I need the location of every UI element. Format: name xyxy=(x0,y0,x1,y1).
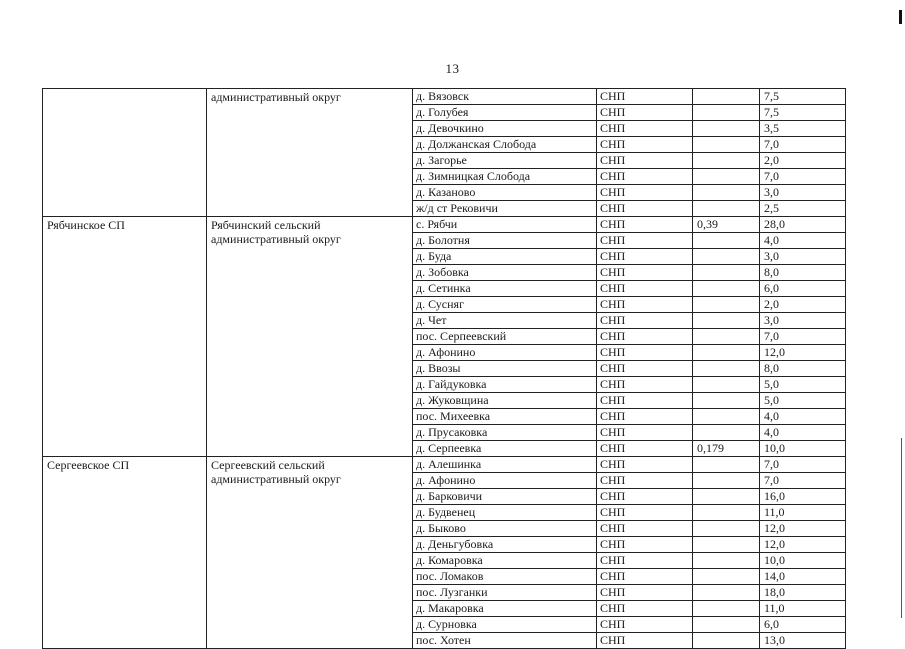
area-cell xyxy=(693,201,760,217)
locality-type-cell: СНП xyxy=(597,185,693,201)
locality-name-cell: д. Сетинка xyxy=(413,281,597,297)
locality-type-cell: СНП xyxy=(597,393,693,409)
locality-type-cell: СНП xyxy=(597,521,693,537)
area-cell xyxy=(693,633,760,649)
locality-name-cell: д. Голубея xyxy=(413,105,597,121)
area-cell xyxy=(693,281,760,297)
locality-type-cell: СНП xyxy=(597,585,693,601)
locality-type-cell: СНП xyxy=(597,505,693,521)
admin-district-cell: Сергеевский сельский административный округ xyxy=(207,457,413,649)
value-cell: 6,0 xyxy=(760,617,846,633)
value-cell: 7,0 xyxy=(760,329,846,345)
locality-type-cell: СНП xyxy=(597,217,693,233)
locality-type-cell: СНП xyxy=(597,473,693,489)
locality-type-cell: СНП xyxy=(597,601,693,617)
locality-name-cell: д. Будвенец xyxy=(413,505,597,521)
locality-type-cell: СНП xyxy=(597,249,693,265)
locality-name-cell: д. Болотня xyxy=(413,233,597,249)
locality-name-cell: пос. Хотен xyxy=(413,633,597,649)
area-cell xyxy=(693,569,760,585)
locality-type-cell: СНП xyxy=(597,361,693,377)
value-cell: 6,0 xyxy=(760,281,846,297)
locality-type-cell: СНП xyxy=(597,441,693,457)
locality-name-cell: д. Загорье xyxy=(413,153,597,169)
locality-name-cell: пос. Лузганки xyxy=(413,585,597,601)
locality-name-cell: д. Алешинка xyxy=(413,457,597,473)
settlement-cell: Рябчинское СП xyxy=(43,217,207,457)
value-cell: 10,0 xyxy=(760,553,846,569)
area-cell xyxy=(693,313,760,329)
value-cell: 12,0 xyxy=(760,521,846,537)
area-cell xyxy=(693,105,760,121)
locality-name-cell: д. Сусняг xyxy=(413,297,597,313)
value-cell: 10,0 xyxy=(760,441,846,457)
value-cell: 12,0 xyxy=(760,345,846,361)
value-cell: 7,0 xyxy=(760,457,846,473)
value-cell: 13,0 xyxy=(760,633,846,649)
locality-type-cell: СНП xyxy=(597,137,693,153)
value-cell: 3,0 xyxy=(760,313,846,329)
locality-type-cell: СНП xyxy=(597,313,693,329)
locality-name-cell: д. Барковичи xyxy=(413,489,597,505)
value-cell: 4,0 xyxy=(760,425,846,441)
value-cell: 5,0 xyxy=(760,377,846,393)
value-cell: 3,5 xyxy=(760,121,846,137)
locality-type-cell: СНП xyxy=(597,105,693,121)
area-cell xyxy=(693,473,760,489)
table-body xyxy=(43,89,846,649)
scan-edge-line xyxy=(901,438,902,618)
area-cell xyxy=(693,457,760,473)
locality-name-cell: д. Должанская Слобода xyxy=(413,137,597,153)
area-cell xyxy=(693,153,760,169)
value-cell: 4,0 xyxy=(760,233,846,249)
locality-type-cell: СНП xyxy=(597,617,693,633)
locality-name-cell: д. Серпеевка xyxy=(413,441,597,457)
area-cell xyxy=(693,137,760,153)
locality-name-cell: д. Деньгубовка xyxy=(413,537,597,553)
value-cell: 14,0 xyxy=(760,569,846,585)
locality-type-cell: СНП xyxy=(597,233,693,249)
value-cell: 2,0 xyxy=(760,153,846,169)
area-cell xyxy=(693,297,760,313)
locality-name-cell: ж/д ст Рековичи xyxy=(413,201,597,217)
locality-name-cell: д. Зимницкая Слобода xyxy=(413,169,597,185)
settlements-table xyxy=(42,88,846,649)
locality-name-cell: д. Ввозы xyxy=(413,361,597,377)
table-row xyxy=(43,457,846,473)
admin-district-cell: административный округ xyxy=(207,89,413,217)
area-cell xyxy=(693,521,760,537)
area-cell xyxy=(693,585,760,601)
locality-name-cell: с. Рябчи xyxy=(413,217,597,233)
area-cell xyxy=(693,537,760,553)
locality-name-cell: д. Девочкино xyxy=(413,121,597,137)
locality-type-cell: СНП xyxy=(597,121,693,137)
locality-type-cell: СНП xyxy=(597,281,693,297)
value-cell: 7,0 xyxy=(760,473,846,489)
area-cell: 0,179 xyxy=(693,441,760,457)
locality-name-cell: д. Афонино xyxy=(413,345,597,361)
locality-name-cell: пос. Ломаков xyxy=(413,569,597,585)
value-cell: 11,0 xyxy=(760,601,846,617)
area-cell xyxy=(693,233,760,249)
value-cell: 18,0 xyxy=(760,585,846,601)
locality-type-cell: СНП xyxy=(597,201,693,217)
locality-type-cell: СНП xyxy=(597,169,693,185)
locality-name-cell: д. Прусаковка xyxy=(413,425,597,441)
locality-type-cell: СНП xyxy=(597,457,693,473)
value-cell: 2,0 xyxy=(760,297,846,313)
area-cell xyxy=(693,345,760,361)
value-cell: 7,5 xyxy=(760,105,846,121)
value-cell: 3,0 xyxy=(760,249,846,265)
locality-type-cell: СНП xyxy=(597,89,693,105)
locality-type-cell: СНП xyxy=(597,377,693,393)
locality-type-cell: СНП xyxy=(597,569,693,585)
locality-type-cell: СНП xyxy=(597,409,693,425)
settlement-cell xyxy=(43,89,207,217)
locality-type-cell: СНП xyxy=(597,297,693,313)
value-cell: 8,0 xyxy=(760,361,846,377)
value-cell: 2,5 xyxy=(760,201,846,217)
value-cell: 7,5 xyxy=(760,89,846,105)
area-cell xyxy=(693,617,760,633)
locality-name-cell: д. Гайдуковка xyxy=(413,377,597,393)
area-cell xyxy=(693,505,760,521)
locality-type-cell: СНП xyxy=(597,537,693,553)
locality-name-cell: д. Зобовка xyxy=(413,265,597,281)
value-cell: 3,0 xyxy=(760,185,846,201)
area-cell xyxy=(693,185,760,201)
admin-district-cell: Рябчинский сельский административный округ xyxy=(207,217,413,457)
area-cell xyxy=(693,489,760,505)
locality-name-cell: д. Вязовск xyxy=(413,89,597,105)
area-cell xyxy=(693,265,760,281)
locality-name-cell: д. Афонино xyxy=(413,473,597,489)
value-cell: 7,0 xyxy=(760,137,846,153)
area-cell xyxy=(693,425,760,441)
locality-name-cell: пос. Михеевка xyxy=(413,409,597,425)
locality-type-cell: СНП xyxy=(597,489,693,505)
scan-edge-mark xyxy=(899,10,902,24)
locality-name-cell: д. Буда xyxy=(413,249,597,265)
locality-name-cell: д. Казаново xyxy=(413,185,597,201)
locality-name-cell: д. Сурновка xyxy=(413,617,597,633)
page-number: 13 xyxy=(445,61,460,76)
locality-name-cell: д. Жуковщина xyxy=(413,393,597,409)
locality-type-cell: СНП xyxy=(597,633,693,649)
area-cell xyxy=(693,361,760,377)
area-cell: 0,39 xyxy=(693,217,760,233)
locality-name-cell: д. Чет xyxy=(413,313,597,329)
area-cell xyxy=(693,249,760,265)
value-cell: 8,0 xyxy=(760,265,846,281)
locality-type-cell: СНП xyxy=(597,345,693,361)
locality-type-cell: СНП xyxy=(597,265,693,281)
locality-name-cell: пос. Серпеевский xyxy=(413,329,597,345)
settlement-cell: Сергеевское СП xyxy=(43,457,207,649)
area-cell xyxy=(693,409,760,425)
locality-name-cell: д. Макаровка xyxy=(413,601,597,617)
locality-type-cell: СНП xyxy=(597,425,693,441)
area-cell xyxy=(693,329,760,345)
value-cell: 12,0 xyxy=(760,537,846,553)
locality-type-cell: СНП xyxy=(597,553,693,569)
value-cell: 11,0 xyxy=(760,505,846,521)
table-row xyxy=(43,89,846,105)
area-cell xyxy=(693,169,760,185)
value-cell: 28,0 xyxy=(760,217,846,233)
value-cell: 16,0 xyxy=(760,489,846,505)
value-cell: 4,0 xyxy=(760,409,846,425)
area-cell xyxy=(693,393,760,409)
area-cell xyxy=(693,553,760,569)
table-row xyxy=(43,217,846,233)
area-cell xyxy=(693,89,760,105)
value-cell: 7,0 xyxy=(760,169,846,185)
locality-type-cell: СНП xyxy=(597,153,693,169)
locality-name-cell: д. Быково xyxy=(413,521,597,537)
value-cell: 5,0 xyxy=(760,393,846,409)
locality-type-cell: СНП xyxy=(597,329,693,345)
locality-name-cell: д. Комаровка xyxy=(413,553,597,569)
area-cell xyxy=(693,377,760,393)
area-cell xyxy=(693,601,760,617)
area-cell xyxy=(693,121,760,137)
